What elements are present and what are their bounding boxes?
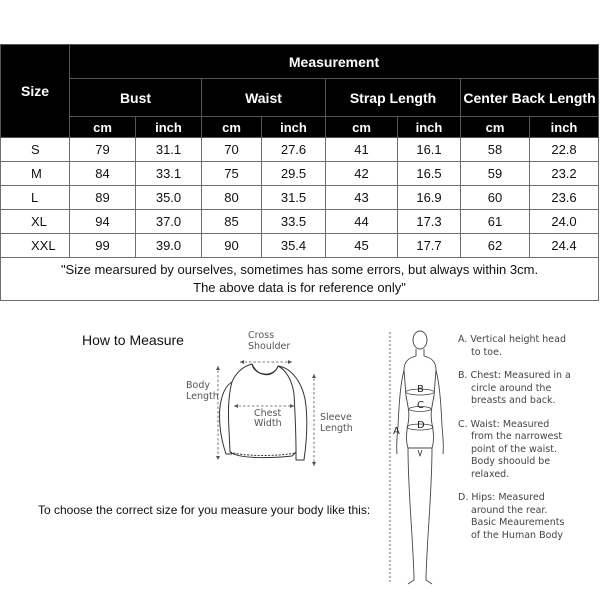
- size-cell: XXL: [1, 234, 70, 258]
- figure-letter-d: D: [417, 420, 425, 431]
- table-cell: 75: [202, 162, 262, 186]
- table-cell: 17.7: [398, 234, 461, 258]
- table-cell: 61: [461, 210, 530, 234]
- unit-header: inch: [262, 117, 326, 138]
- table-cell: 99: [70, 234, 136, 258]
- center-back-length-header: Center Back Length: [461, 79, 599, 117]
- table-cell: 39.0: [136, 234, 202, 258]
- table-cell: 33.1: [136, 162, 202, 186]
- arrow-head: [312, 374, 316, 378]
- table-cell: 33.5: [262, 210, 326, 234]
- figure-letter-a: A: [393, 426, 400, 437]
- unit-header: cm: [202, 117, 262, 138]
- arrow-head: [234, 404, 238, 408]
- unit-header: cm: [326, 117, 398, 138]
- figure-torso: [404, 349, 436, 448]
- table-cell: 94: [70, 210, 136, 234]
- table-cell: 24.0: [530, 210, 599, 234]
- table-row: [1, 234, 599, 258]
- measurement-header: Measurement: [70, 45, 599, 79]
- figure-left-arm: [397, 370, 404, 454]
- figure-head: [413, 331, 427, 349]
- table-cell: 44: [326, 210, 398, 234]
- size-header: Size: [1, 45, 70, 138]
- table-cell: 16.5: [398, 162, 461, 186]
- table-cell: 35.0: [136, 186, 202, 210]
- table-cell: 70: [202, 138, 262, 162]
- figure-letter-b: B: [417, 384, 424, 395]
- table-note: "Size mearsured by ourselves, sometimes has some errors, but always within 3cm. The above data is for reference only": [1, 258, 599, 301]
- unit-header: cm: [461, 117, 530, 138]
- sweater-right-sleeve: [278, 366, 307, 460]
- chest-width-label: Width: [254, 418, 282, 429]
- cross-shoulder-label: Cross: [248, 330, 275, 341]
- figure-right-arm: [436, 370, 443, 454]
- chest-width-label: Chest: [254, 408, 282, 419]
- figure-crotch: [418, 450, 422, 456]
- figure-letter-c: C: [417, 400, 424, 411]
- strap-length-header: Strap Length: [326, 79, 461, 117]
- table-cell: 31.1: [136, 138, 202, 162]
- table-cell: 22.8: [530, 138, 599, 162]
- sweater-diagram: [182, 326, 372, 476]
- arrow-head: [216, 366, 220, 370]
- legend-item: A. Vertical height head to toe.: [458, 334, 566, 358]
- body-length-label: Body: [186, 380, 210, 391]
- table-cell: 24.4: [530, 234, 599, 258]
- table-cell: 16.1: [398, 138, 461, 162]
- body-outline: [397, 331, 444, 584]
- size-cell: XL: [1, 210, 70, 234]
- table-cell: 31.5: [262, 186, 326, 210]
- table-cell: 62: [461, 234, 530, 258]
- table-cell: 35.4: [262, 234, 326, 258]
- legend-item: B. Chest: Measured in a circle around the breasts and back.: [458, 370, 571, 406]
- legend-item: D. Hips: Measured around the rear. Basic Meaurements of the Human Body: [458, 492, 565, 541]
- figure-right-leg: [426, 448, 432, 584]
- table-cell: 16.9: [398, 186, 461, 210]
- table-cell: 23.6: [530, 186, 599, 210]
- table-cell: 43: [326, 186, 398, 210]
- table-row: [1, 138, 599, 162]
- table-cell: 23.2: [530, 162, 599, 186]
- body-length-label: Length: [186, 391, 219, 402]
- size-chart-table: [0, 44, 599, 301]
- waist-header: Waist: [202, 79, 326, 117]
- figure-left-leg: [408, 448, 414, 584]
- table-cell: 29.5: [262, 162, 326, 186]
- table-row: [1, 210, 599, 234]
- arrow-head: [240, 360, 244, 364]
- table-cell: 89: [70, 186, 136, 210]
- measure-instruction: To choose the correct size for you measure your body like this:: [38, 503, 371, 517]
- body-figure-diagram: [384, 326, 456, 590]
- table-cell: 79: [70, 138, 136, 162]
- table-cell: 60: [461, 186, 530, 210]
- table-cell: 84: [70, 162, 136, 186]
- unit-header: inch: [398, 117, 461, 138]
- table-cell: 90: [202, 234, 262, 258]
- arrow-head: [312, 462, 316, 466]
- arrow-head: [290, 404, 294, 408]
- table-cell: 27.6: [262, 138, 326, 162]
- table-cell: 41: [326, 138, 398, 162]
- table-cell: 58: [461, 138, 530, 162]
- unit-header: cm: [70, 117, 136, 138]
- table-row: [1, 186, 599, 210]
- sleeve-length-label: Length: [320, 423, 353, 434]
- size-cell: S: [1, 138, 70, 162]
- size-cell: M: [1, 162, 70, 186]
- measurement-legend: [458, 334, 598, 553]
- sleeve-length-label: Sleeve: [320, 412, 352, 423]
- table-cell: 85: [202, 210, 262, 234]
- table-cell: 59: [461, 162, 530, 186]
- table-cell: 42: [326, 162, 398, 186]
- unit-header: inch: [136, 117, 202, 138]
- how-to-measure-title: How to Measure: [82, 332, 184, 348]
- table-cell: 80: [202, 186, 262, 210]
- unit-header: inch: [530, 117, 599, 138]
- sweater-hem: [230, 452, 296, 456]
- bust-header: Bust: [70, 79, 202, 117]
- arrow-head: [216, 456, 220, 460]
- table-cell: 37.0: [136, 210, 202, 234]
- cross-shoulder-label: Shoulder: [248, 341, 291, 352]
- size-cell: L: [1, 186, 70, 210]
- legend-item: C. Waist: Measured from the narrowest point of the waist. Body shoould be relaxed.: [458, 418, 563, 480]
- table-cell: 45: [326, 234, 398, 258]
- table-row: [1, 162, 599, 186]
- arrow-head: [288, 360, 292, 364]
- table-cell: 17.3: [398, 210, 461, 234]
